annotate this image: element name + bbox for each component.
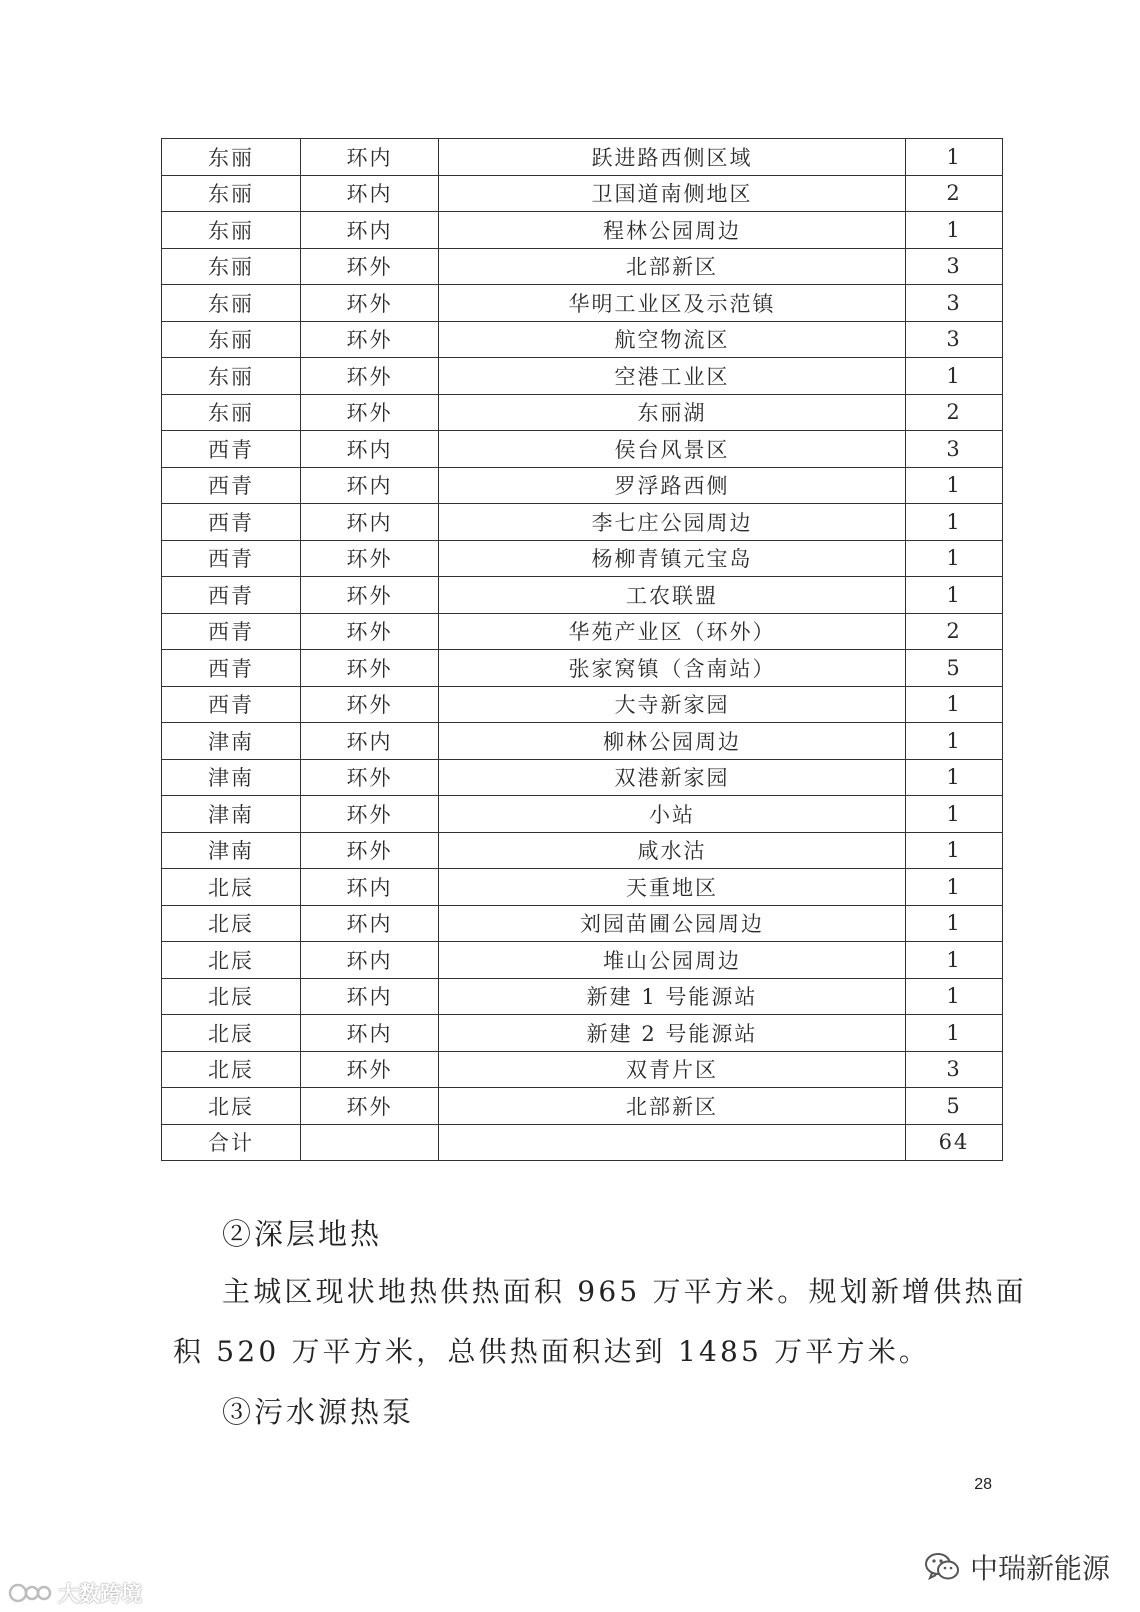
ring-cell: 环内 bbox=[301, 212, 439, 249]
count-cell: 1 bbox=[906, 467, 1003, 504]
district-cell: 西青 bbox=[162, 613, 301, 650]
table-row bbox=[162, 1015, 1003, 1052]
count-cell: 3 bbox=[906, 248, 1003, 285]
ring-cell: 环内 bbox=[301, 942, 439, 979]
district-cell: 西青 bbox=[162, 431, 301, 468]
watermark-left-text: 大数跨境 bbox=[58, 1582, 142, 1606]
count-cell: 1 bbox=[906, 869, 1003, 906]
page-number: 28 bbox=[974, 1476, 992, 1493]
area-cell: 华苑产业区（环外） bbox=[439, 613, 906, 650]
ring-cell: 环内 bbox=[301, 978, 439, 1015]
count-cell: 1 bbox=[906, 759, 1003, 796]
paragraph-line-2: 积 520 万平方米，总供热面积达到 1485 万平方米。 bbox=[173, 1335, 931, 1368]
area-cell: 小站 bbox=[439, 796, 906, 833]
ring-cell: 环内 bbox=[301, 467, 439, 504]
district-cell: 北辰 bbox=[162, 1051, 301, 1088]
table-row bbox=[162, 248, 1003, 285]
area-cell: 侯台风景区 bbox=[439, 431, 906, 468]
district-cell: 西青 bbox=[162, 504, 301, 541]
area-cell: 双港新家园 bbox=[439, 759, 906, 796]
area-cell: 杨柳青镇元宝岛 bbox=[439, 540, 906, 577]
table-row bbox=[162, 796, 1003, 833]
ring-cell: 环内 bbox=[301, 175, 439, 212]
district-cell: 东丽 bbox=[162, 358, 301, 395]
table-row bbox=[162, 942, 1003, 979]
table-row bbox=[162, 577, 1003, 614]
section-heading-sewage-heat-pump: ③污水源热泵 bbox=[222, 1395, 415, 1429]
table-row bbox=[162, 212, 1003, 249]
watermark-right-text: 中瑞新能源 bbox=[969, 1552, 1110, 1585]
data-table bbox=[161, 138, 1003, 1161]
count-cell: 2 bbox=[906, 394, 1003, 431]
count-cell: 1 bbox=[906, 577, 1003, 614]
area-cell: 柳林公园周边 bbox=[439, 723, 906, 760]
area-cell: 程林公园周边 bbox=[439, 212, 906, 249]
area-cell: 空港工业区 bbox=[439, 358, 906, 395]
table-row bbox=[162, 285, 1003, 322]
ring-cell: 环外 bbox=[301, 650, 439, 687]
count-cell: 5 bbox=[906, 1088, 1003, 1125]
district-cell: 西青 bbox=[162, 650, 301, 687]
count-cell: 1 bbox=[906, 832, 1003, 869]
area-cell: 罗浮路西侧 bbox=[439, 467, 906, 504]
area-cell: 张家窝镇（含南站） bbox=[439, 650, 906, 687]
area-cell: 大寺新家园 bbox=[439, 686, 906, 723]
district-cell: 东丽 bbox=[162, 248, 301, 285]
table-row bbox=[162, 723, 1003, 760]
count-cell: 2 bbox=[906, 175, 1003, 212]
ring-cell: 环内 bbox=[301, 431, 439, 468]
area-cell: 跃进路西侧区域 bbox=[439, 139, 906, 176]
district-cell: 津南 bbox=[162, 832, 301, 869]
area-cell: 咸水沽 bbox=[439, 832, 906, 869]
district-cell: 东丽 bbox=[162, 212, 301, 249]
wechat-icon bbox=[924, 1551, 960, 1583]
count-cell: 1 bbox=[906, 1015, 1003, 1052]
district-cell: 西青 bbox=[162, 577, 301, 614]
area-cell: 东丽湖 bbox=[439, 394, 906, 431]
table-row bbox=[162, 832, 1003, 869]
area-cell: 北部新区 bbox=[439, 248, 906, 285]
count-cell: 1 bbox=[906, 905, 1003, 942]
table-total-row bbox=[162, 1124, 1003, 1161]
watermark-right bbox=[924, 1547, 1110, 1587]
area-cell: 新建 2 号能源站 bbox=[439, 1015, 906, 1052]
table-row bbox=[162, 1088, 1003, 1125]
watermark-logo-icon bbox=[8, 1580, 52, 1606]
district-cell: 西青 bbox=[162, 540, 301, 577]
district-cell: 津南 bbox=[162, 796, 301, 833]
ring-cell: 环外 bbox=[301, 613, 439, 650]
table-row bbox=[162, 759, 1003, 796]
count-cell: 1 bbox=[906, 504, 1003, 541]
count-cell: 2 bbox=[906, 613, 1003, 650]
ring-cell: 环外 bbox=[301, 321, 439, 358]
count-cell: 5 bbox=[906, 650, 1003, 687]
count-cell: 1 bbox=[906, 540, 1003, 577]
ring-cell: 环外 bbox=[301, 832, 439, 869]
count-cell: 1 bbox=[906, 942, 1003, 979]
paragraph-line-1: 主城区现状地热供热面积 965 万平方米。规划新增供热面 bbox=[222, 1275, 1027, 1308]
district-cell: 北辰 bbox=[162, 1088, 301, 1125]
ring-cell: 环外 bbox=[301, 248, 439, 285]
ring-cell: 环内 bbox=[301, 1015, 439, 1052]
ring-cell: 环内 bbox=[301, 869, 439, 906]
district-cell: 北辰 bbox=[162, 905, 301, 942]
count-cell: 64 bbox=[906, 1124, 1003, 1161]
section-heading-deep-geothermal: ②深层地热 bbox=[222, 1217, 383, 1251]
district-cell: 津南 bbox=[162, 759, 301, 796]
table-row bbox=[162, 686, 1003, 723]
ring-cell: 环外 bbox=[301, 540, 439, 577]
table-row bbox=[162, 467, 1003, 504]
area-cell: 天重地区 bbox=[439, 869, 906, 906]
ring-cell: 环外 bbox=[301, 1088, 439, 1125]
ring-cell: 环外 bbox=[301, 796, 439, 833]
ring-cell: 环内 bbox=[301, 905, 439, 942]
district-cell: 东丽 bbox=[162, 394, 301, 431]
district-cell: 东丽 bbox=[162, 321, 301, 358]
table-row bbox=[162, 431, 1003, 468]
ring-cell: 环外 bbox=[301, 358, 439, 395]
table-body bbox=[162, 139, 1003, 1161]
district-cell: 津南 bbox=[162, 723, 301, 760]
area-cell: 卫国道南侧地区 bbox=[439, 175, 906, 212]
area-cell: 李七庄公园周边 bbox=[439, 504, 906, 541]
table-row bbox=[162, 504, 1003, 541]
table-row bbox=[162, 905, 1003, 942]
count-cell: 1 bbox=[906, 686, 1003, 723]
area-cell: 堆山公园周边 bbox=[439, 942, 906, 979]
table-row bbox=[162, 869, 1003, 906]
ring-cell: 环外 bbox=[301, 577, 439, 614]
district-cell: 西青 bbox=[162, 467, 301, 504]
district-cell: 北辰 bbox=[162, 978, 301, 1015]
count-cell: 1 bbox=[906, 358, 1003, 395]
table-row bbox=[162, 321, 1003, 358]
count-cell: 3 bbox=[906, 1051, 1003, 1088]
table-row bbox=[162, 394, 1003, 431]
area-cell: 双青片区 bbox=[439, 1051, 906, 1088]
ring-cell: 环外 bbox=[301, 285, 439, 322]
district-cell: 东丽 bbox=[162, 139, 301, 176]
area-cell: 新建 1 号能源站 bbox=[439, 978, 906, 1015]
ring-cell: 环内 bbox=[301, 504, 439, 541]
ring-cell: 环外 bbox=[301, 394, 439, 431]
district-cell: 东丽 bbox=[162, 285, 301, 322]
table-row bbox=[162, 1051, 1003, 1088]
ring-cell: 环外 bbox=[301, 759, 439, 796]
district-cell: 北辰 bbox=[162, 869, 301, 906]
ring-cell: 环外 bbox=[301, 686, 439, 723]
count-cell: 1 bbox=[906, 723, 1003, 760]
count-cell: 3 bbox=[906, 285, 1003, 322]
ring-cell: 环外 bbox=[301, 1051, 439, 1088]
table-row bbox=[162, 650, 1003, 687]
count-cell: 1 bbox=[906, 212, 1003, 249]
district-cell: 西青 bbox=[162, 686, 301, 723]
district-cell: 合计 bbox=[162, 1124, 301, 1161]
ring-cell: 环内 bbox=[301, 723, 439, 760]
district-cell: 北辰 bbox=[162, 1015, 301, 1052]
ring-cell: 环内 bbox=[301, 139, 439, 176]
area-cell bbox=[439, 1124, 906, 1161]
count-cell: 3 bbox=[906, 321, 1003, 358]
watermark-left bbox=[8, 1578, 142, 1608]
table-row bbox=[162, 540, 1003, 577]
table-row bbox=[162, 139, 1003, 176]
table-row bbox=[162, 358, 1003, 395]
area-cell: 航空物流区 bbox=[439, 321, 906, 358]
count-cell: 1 bbox=[906, 796, 1003, 833]
district-cell: 北辰 bbox=[162, 942, 301, 979]
table-row bbox=[162, 978, 1003, 1015]
area-cell: 华明工业区及示范镇 bbox=[439, 285, 906, 322]
count-cell: 1 bbox=[906, 978, 1003, 1015]
count-cell: 1 bbox=[906, 139, 1003, 176]
area-cell: 刘园苗圃公园周边 bbox=[439, 905, 906, 942]
area-cell: 工农联盟 bbox=[439, 577, 906, 614]
district-cell: 东丽 bbox=[162, 175, 301, 212]
table-row bbox=[162, 613, 1003, 650]
area-cell: 北部新区 bbox=[439, 1088, 906, 1125]
count-cell: 3 bbox=[906, 431, 1003, 468]
ring-cell bbox=[301, 1124, 439, 1161]
table-row bbox=[162, 175, 1003, 212]
